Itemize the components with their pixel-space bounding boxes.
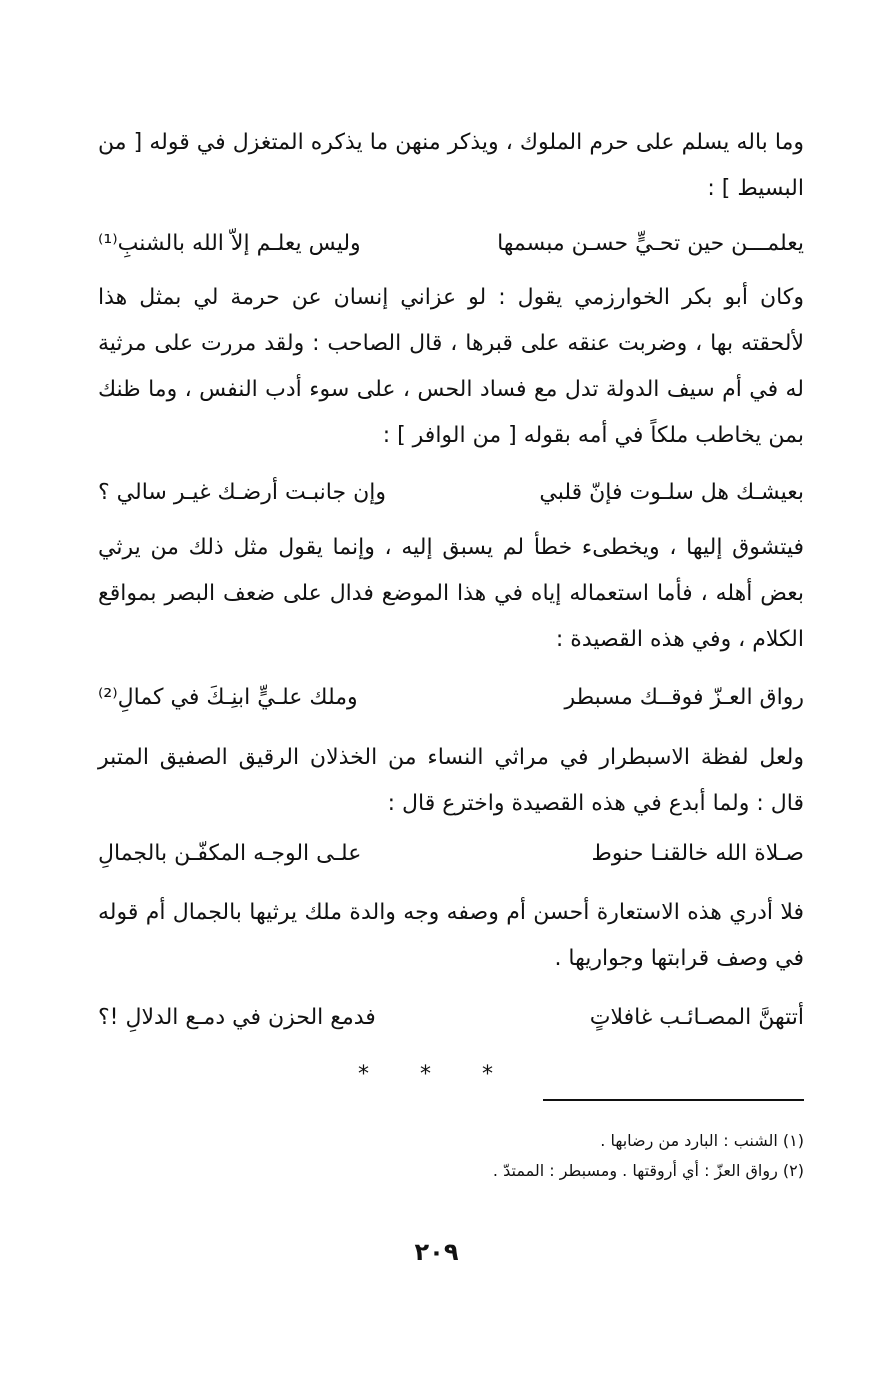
verse-4-first-hemistich: صـلاة الله خالقنـا حنوط <box>591 841 804 866</box>
verse-3 <box>98 675 804 721</box>
verse-5-second-hemistich: فدمع الحزن في دمـع الدلالِ !؟ <box>98 1005 376 1030</box>
page-number: ٢٠٩ <box>414 1238 459 1266</box>
verse-1-second-hemistich: وليس يعلـم إلاّ الله بالشنبِ⁽¹⁾ <box>98 231 361 256</box>
verse-4 <box>98 831 804 877</box>
footnote-2: (٢) رواق العزّ : أي أروقتها . ومسبطر : الممتدّ . <box>492 1161 804 1180</box>
footnote-rule <box>543 1099 804 1101</box>
verse-2-first-hemistich: بعيشـك هل سلـوت فإنّ قلبي <box>539 480 804 505</box>
verse-3-second-hemistich: وملك علـيٍّ ابنِـكَ في كمالِ⁽²⁾ <box>98 685 358 710</box>
paragraph-4: ولعل لفظة الاسبطرار في مراثي النساء من الخذلان الرقيق الصفيق المتبر قال : ولما أبدع في هذه القصيدة واخترع قال : <box>98 745 804 816</box>
paragraph-1: وما باله يسلم على حرم الملوك ، ويذكر منهن ما يذكره المتغزل في قوله [ من البسيط ] : <box>98 130 804 201</box>
paragraph-2: وكان أبو بكر الخوارزمي يقول : لو عزاني إنسان عن حرمة لي بمثل هذا لألحقته بها ، وضربت عنقه على قبرها ، قال الصاحب : ولقد مررت على مرثية له في أم سيف الدولة تدل مع فساد الحس ، على سوء أدب النفس ، وما ظنك بمن يخاطب ملكاً في أمه بقوله [ من الوافر ] : <box>98 285 804 448</box>
footnote-1: (١) الشنب : البارد من رضابها . <box>600 1131 804 1150</box>
verse-1-first-hemistich: يعلمـــن حين تحـيٍّ حسـن مبسمها <box>497 231 804 256</box>
verse-2 <box>98 470 804 516</box>
verse-3-first-hemistich: رواق العـزّ فوقــك مسبطر <box>564 685 804 710</box>
verse-5 <box>98 995 804 1041</box>
verse-1 <box>98 221 804 267</box>
verse-2-second-hemistich: وإن جانبـت أرضـك غيـر سالي ؟ <box>98 480 386 505</box>
paragraph-3: فيتشوق إليها ، ويخطىء خطأ لم يسبق إليه ، وإنما يقول مثل ذلك من يرثي بعض أهله ، فأما استعماله إياه في هذا الموضع فدال على ضعف البصر بمواقع الكلام ، وفي هذه القصيدة : <box>98 535 804 652</box>
verse-4-second-hemistich: علـى الوجـه المكفّـن بالجمالِ <box>98 841 362 866</box>
section-separator: * * * <box>358 1062 515 1087</box>
paragraph-5: فلا أدري هذه الاستعارة أحسن أم وصفه وجه والدة ملك يرثيها بالجمال أم قوله في وصف قرابتها وجواريها . <box>98 900 804 971</box>
verse-5-first-hemistich: أتتهنَّ المصـائـب غافلاتٍ <box>589 1005 804 1030</box>
